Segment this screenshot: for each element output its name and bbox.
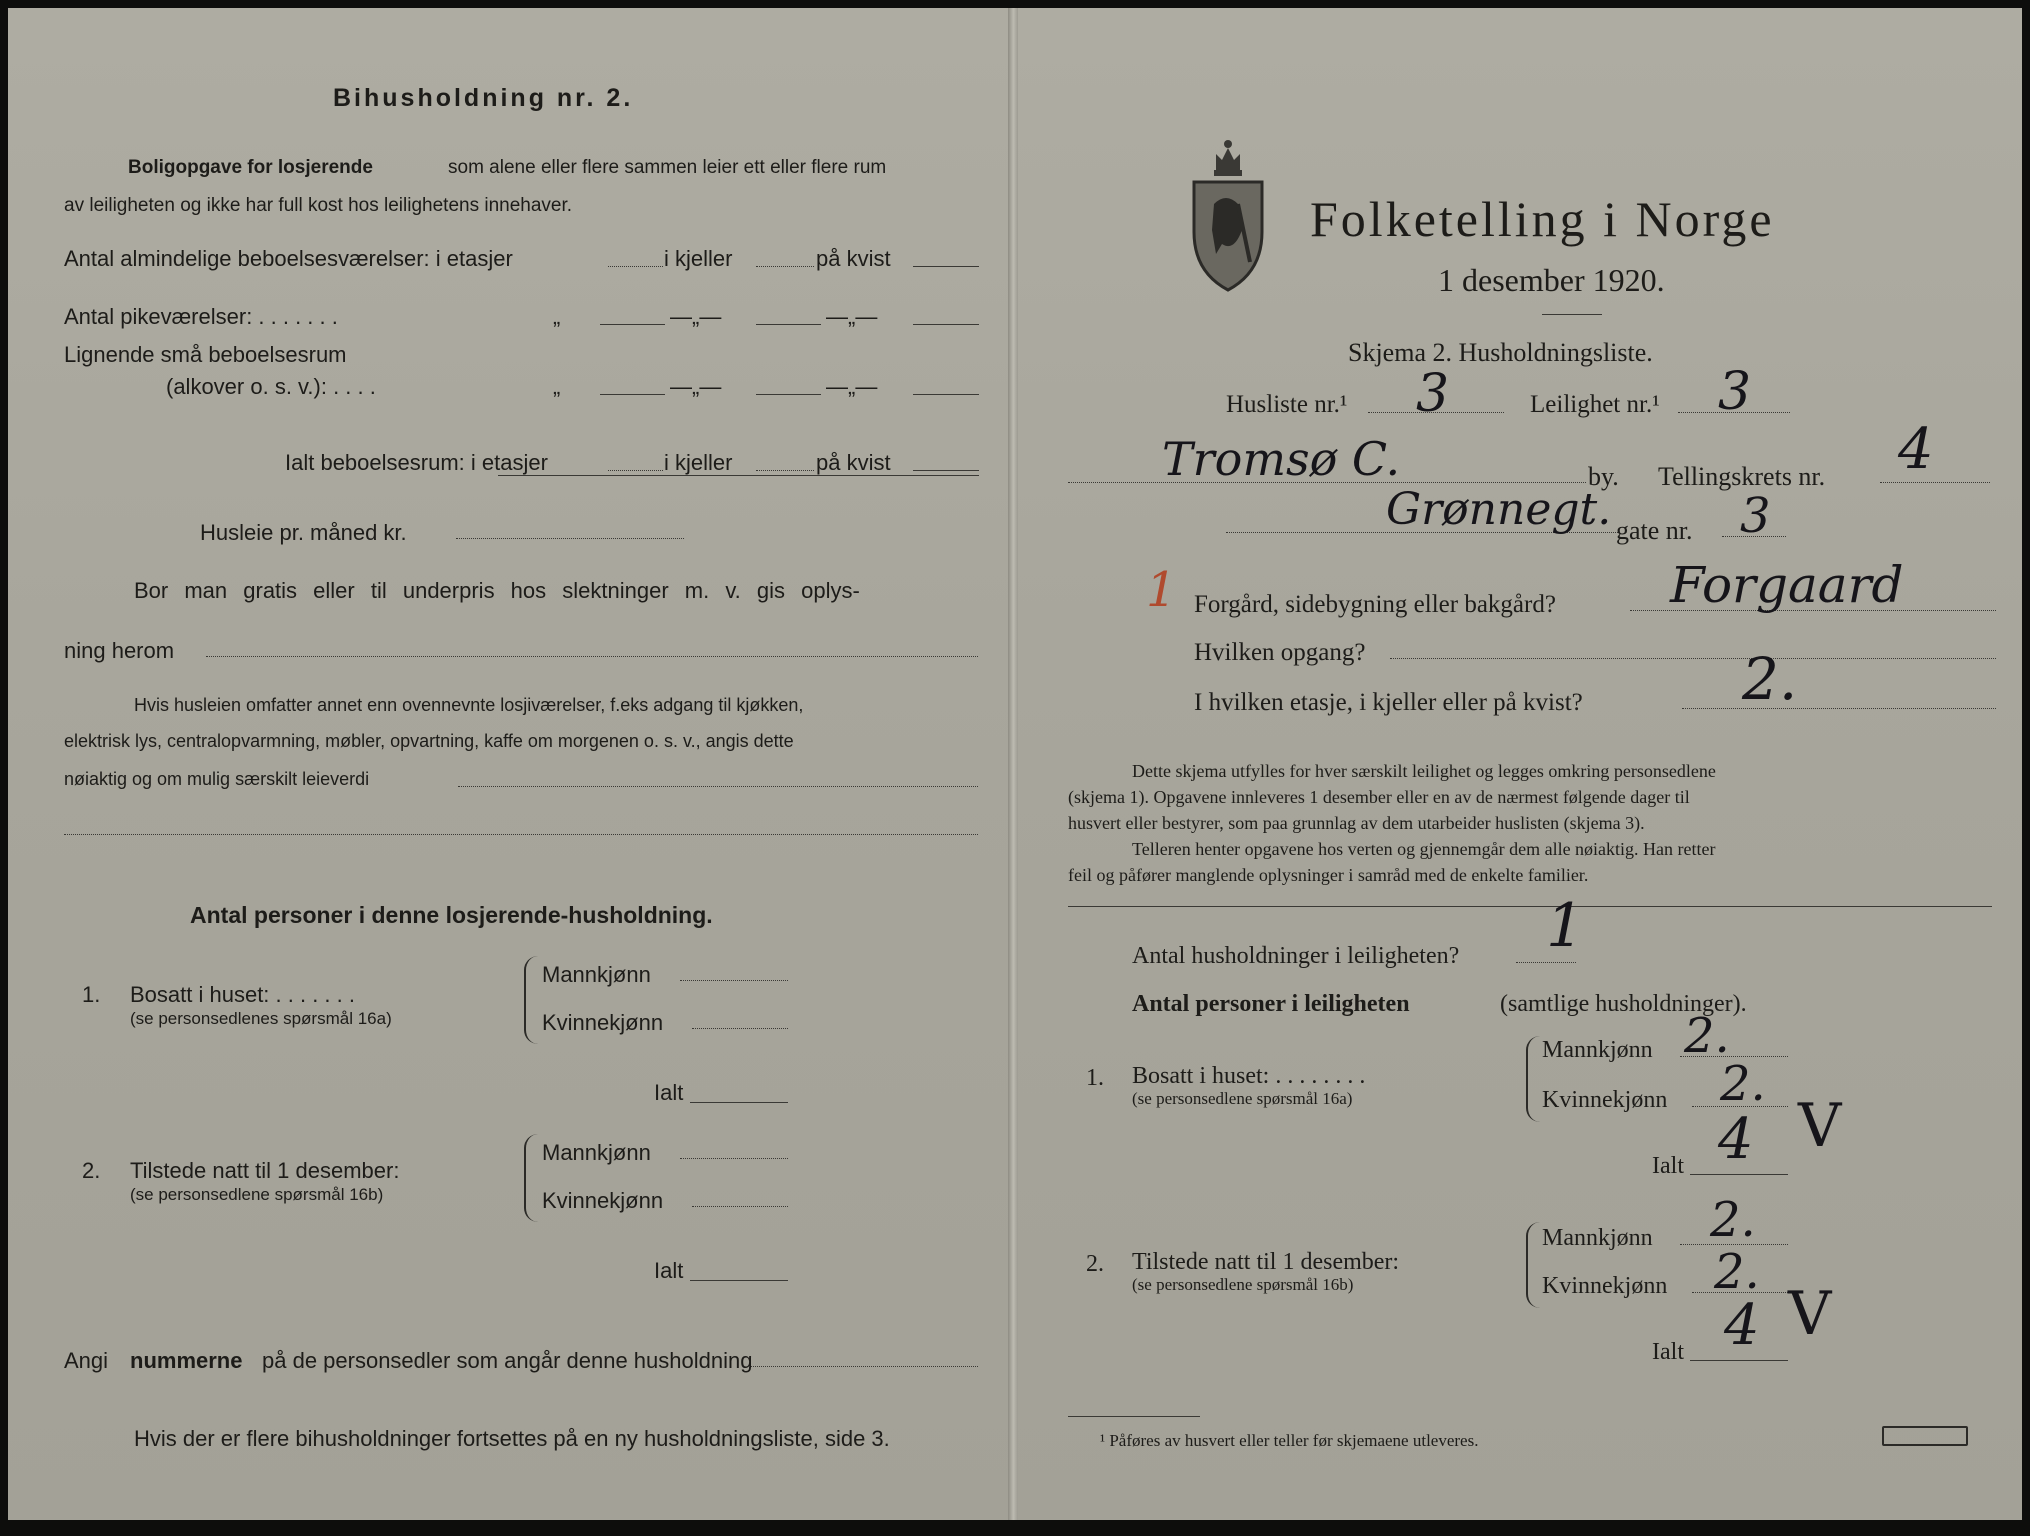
intro-line2: av leiligheten og ikke har full kost hos leilighetens innehaver. [64, 195, 573, 216]
census-title: Folketelling i Norge [1310, 191, 1775, 247]
right-q2-label: Tilstede natt til 1 desember: [1132, 1249, 1400, 1275]
leilighet-label: Leilighet nr.¹ [1530, 391, 1660, 418]
right-q1-total-line[interactable] [1690, 1174, 1788, 1175]
right-persons-heading-bold: Antal personer i leiligheten [1132, 991, 1410, 1017]
krets-line[interactable] [1880, 482, 1990, 483]
left-q1-label: Bosatt i huset: . . . . . . . [130, 982, 355, 1007]
right-q1-label: Bosatt i huset: . . . . . . . . [1132, 1063, 1366, 1089]
total-kjeller-label: i kjeller [664, 450, 733, 475]
small-rooms-line-1[interactable] [600, 394, 665, 395]
small-rooms-ditto-1: „ [553, 374, 561, 399]
right-q2-total-value: 4 [1724, 1293, 1760, 1358]
rooms-kjeller-line[interactable] [756, 266, 814, 267]
left-title: Bihusholdning nr. 2. [333, 84, 634, 112]
right-page [1018, 8, 2022, 1520]
extras-line-2[interactable] [64, 834, 978, 835]
right-q1-check: V [1798, 1091, 1842, 1161]
rooms-kvist-label: på kvist [816, 246, 891, 271]
left-persons-heading: Antal personer i denne losjerende-husholdning. [190, 902, 713, 928]
right-q1-num: 1. [1086, 1065, 1104, 1091]
small-rooms-ditto-2: —„— [670, 374, 722, 399]
census-sheet [8, 8, 2022, 1520]
left-q1-total-line[interactable] [690, 1102, 788, 1103]
right-q2-total-label: Ialt [1652, 1339, 1684, 1365]
city-value: Tromsø C. [1162, 432, 1401, 486]
rooms-kjeller-label: i kjeller [664, 246, 733, 271]
small-rooms-line-3[interactable] [913, 394, 979, 395]
krets-value: 4 [1898, 417, 1934, 482]
instruction-divider [1068, 906, 1992, 907]
rooms-label: Antal almindelige beboelsesværelser: i etasjer [64, 246, 513, 271]
instruction-5: feil og påfører manglende oplysninger i samråd med de enkelte familier. [1068, 865, 1589, 885]
schema-label: Skjema 2. Husholdningsliste. [1348, 338, 1653, 367]
leilighet-value: 3 [1718, 362, 1752, 422]
numbers-pre: Angi [64, 1348, 109, 1373]
right-q1-brace [1526, 1036, 1540, 1122]
instruction-4: Telleren henter opgavene hos verten og gjennemgår dem alle nøiaktig. Han retter [1132, 839, 1716, 859]
gate-value: 3 [1740, 488, 1771, 544]
left-q2-label: Tilstede natt til 1 desember: [130, 1158, 400, 1183]
total-underline [498, 475, 979, 476]
left-q2-male-line[interactable] [680, 1158, 788, 1159]
right-q1-female-label: Kvinnekjønn [1542, 1087, 1668, 1113]
left-q2-male-label: Mannkjønn [542, 1140, 651, 1165]
footnote: ¹ Påføres av husvert eller teller før skjemaene utleveres. [1100, 1431, 1479, 1450]
right-q2-male-value: 2. [1710, 1192, 1756, 1248]
right-q2-sub: (se personsedlene spørsmål 16b) [1132, 1275, 1354, 1294]
left-q1-num: 1. [82, 982, 101, 1007]
pike-ditto-3: —„— [826, 304, 878, 329]
etasje-value: 2. [1742, 645, 1798, 713]
small-rooms-label-1: Lignende små beboelsesrum [64, 342, 347, 367]
street-value: Grønnegt. [1386, 484, 1612, 535]
pike-ditto-1: „ [553, 304, 561, 329]
right-q1-female-value: 2. [1720, 1056, 1766, 1112]
rooms-etasjer-line[interactable] [608, 266, 663, 267]
right-q2-male-label: Mannkjønn [1542, 1225, 1653, 1251]
extras-text-2: elektrisk lys, centralopvarmning, møbler, opvartning, kaffe om morgenen o. s. v., angis dette [64, 731, 794, 751]
left-q2-female-line[interactable] [692, 1206, 788, 1207]
extras-line[interactable] [458, 786, 978, 787]
left-q2-sub: (se personsedlene spørsmål 16b) [130, 1185, 384, 1204]
numbers-line[interactable] [748, 1366, 978, 1367]
left-page [8, 8, 1010, 1520]
total-rooms-label: Ialt beboelsesrum: i etasjer [285, 450, 548, 475]
left-q2-female-label: Kvinnekjønn [542, 1188, 664, 1213]
left-q1-female-label: Kvinnekjønn [542, 1010, 664, 1035]
left-footer: Hvis der er flere bihusholdninger fortsettes på en ny husholdningsliste, side 3. [134, 1426, 890, 1451]
right-q2-female-value: 2. [1714, 1244, 1760, 1300]
pike-line-1[interactable] [600, 324, 665, 325]
etasje-label: I hvilken etasje, i kjeller eller på kvist? [1194, 689, 1583, 716]
total-kvist-label: på kvist [816, 450, 891, 475]
printer-stamp [1882, 1426, 1968, 1446]
free-text-line[interactable] [206, 656, 978, 657]
free-text-2: ning herom [64, 638, 175, 663]
free-text-1: Bor man gratis eller til underpris hos slektninger m. v. gis oplys- [134, 578, 860, 603]
left-q1-sub: (se personsedlenes spørsmål 16a) [130, 1009, 392, 1028]
left-q1-brace [524, 956, 538, 1044]
left-q2-brace [524, 1134, 538, 1222]
forgard-value: Forgaard [1670, 556, 1904, 614]
left-q2-num: 2. [82, 1158, 101, 1183]
opgang-label: Hvilken opgang? [1194, 639, 1366, 666]
small-rooms-label-2: (alkover o. s. v.): . . . . [166, 374, 376, 399]
rent-label: Husleie pr. måned kr. [200, 520, 407, 545]
pike-line-2[interactable] [756, 324, 821, 325]
forgard-label: Forgård, sidebygning eller bakgård? [1194, 591, 1556, 618]
left-q2-total-line[interactable] [690, 1280, 788, 1281]
extras-text-3: nøiaktig og om mulig særskilt leieverdi [64, 769, 370, 789]
left-q1-total-label: Ialt [654, 1080, 684, 1105]
husliste-value: 3 [1416, 364, 1450, 424]
forgard-mark: 1 [1146, 562, 1177, 618]
left-q2-total-label: Ialt [654, 1258, 684, 1283]
right-q2-total-line[interactable] [1690, 1360, 1788, 1361]
gate-label: gate nr. [1616, 516, 1693, 545]
census-date: 1 desember 1920. [1438, 262, 1665, 298]
small-rooms-ditto-3: —„— [826, 374, 878, 399]
rooms-kvist-line[interactable] [913, 266, 979, 267]
instruction-1: Dette skjema utfylles for hver særskilt leilighet og legges omkring personsedlene [1132, 761, 1716, 781]
left-q1-female-line[interactable] [692, 1028, 788, 1029]
right-q1-sub: (se personsedlene spørsmål 16a) [1132, 1089, 1353, 1108]
by-label: by. [1588, 462, 1619, 491]
right-q2-num: 2. [1086, 1251, 1104, 1277]
right-q1-male-label: Mannkjønn [1542, 1037, 1653, 1063]
households-label: Antal husholdninger i leiligheten? [1132, 943, 1460, 969]
right-q1-total-value: 4 [1718, 1107, 1754, 1172]
right-q1-total-label: Ialt [1652, 1153, 1684, 1179]
date-underline [1542, 314, 1602, 315]
instruction-2: (skjema 1). Opgavene innleveres 1 desember eller en av de nærmest følgende dager til [1068, 787, 1690, 807]
households-line[interactable] [1516, 962, 1576, 963]
norway-coat-of-arms-icon [1186, 134, 1270, 294]
numbers-bold: nummerne [130, 1348, 243, 1373]
households-value: 1 [1546, 891, 1585, 961]
pike-ditto-2: —„— [670, 304, 722, 329]
numbers-rest: på de personsedler som angår denne husholdning [262, 1348, 753, 1373]
instruction-3: husvert eller bestyrer, som paa grunnlag av dem utarbeider huslisten (skjema 3). [1068, 813, 1645, 833]
extras-text-1: Hvis husleien omfatter annet enn ovennevnte losjiværelser, f.eks adgang til kjøkken, [134, 695, 804, 715]
pike-line-3[interactable] [913, 324, 979, 325]
right-q2-check: V [1788, 1279, 1832, 1349]
total-kvist-line[interactable] [913, 470, 979, 471]
right-q1-male-value: 2. [1684, 1008, 1730, 1064]
krets-label: Tellingskrets nr. [1658, 462, 1826, 491]
intro-rest: som alene eller flere sammen leier ett eller flere rum [448, 157, 887, 178]
small-rooms-line-2[interactable] [756, 394, 821, 395]
footnote-rule [1068, 1416, 1200, 1417]
intro-bold: Boligopgave for losjerende [128, 157, 373, 178]
pike-label: Antal pikeværelser: . . . . . . . [64, 304, 338, 329]
total-kjeller-line[interactable] [756, 470, 814, 471]
opgang-line[interactable] [1390, 658, 1996, 659]
etasje-line[interactable] [1682, 708, 1996, 709]
right-persons-heading-rest: (samtlige husholdninger). [1500, 991, 1747, 1017]
right-q2-brace [1526, 1222, 1540, 1308]
right-q2-female-label: Kvinnekjønn [1542, 1273, 1668, 1299]
left-q1-male-label: Mannkjønn [542, 962, 651, 987]
husliste-label: Husliste nr.¹ [1226, 391, 1348, 418]
rent-line[interactable] [456, 538, 684, 539]
left-q1-male-line[interactable] [680, 980, 788, 981]
total-etasjer-line[interactable] [608, 470, 663, 471]
